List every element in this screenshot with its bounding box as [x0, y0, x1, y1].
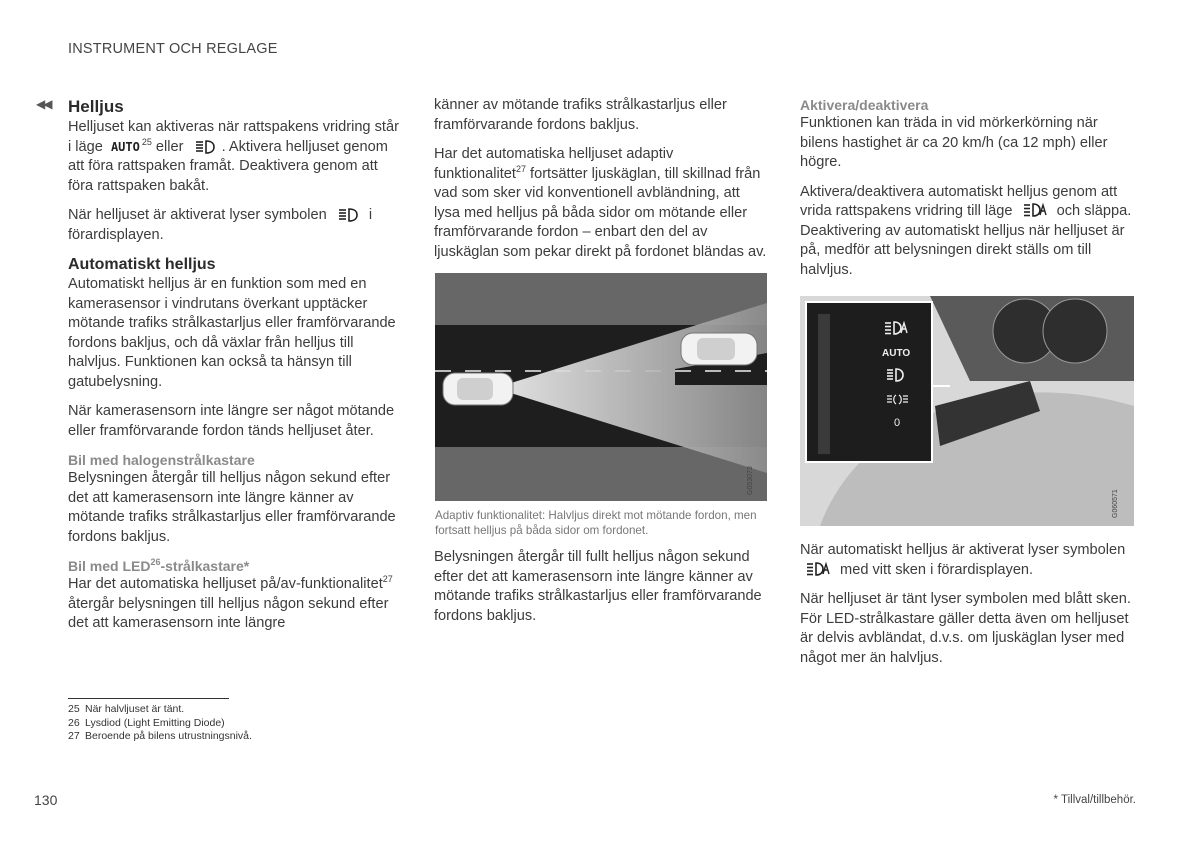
- heading-automatiskt-helljus: Automatiskt helljus: [68, 256, 216, 273]
- footnote-divider: [68, 698, 229, 699]
- footnote-ref-26: 26: [150, 557, 161, 567]
- light-stalk-illustration: [800, 296, 1134, 526]
- paragraph-auto-helljus: Automatiskt helljus är en funktion som med en kamerasensor i vindrutans överkant upptäcker mötande trafiks strålkastarljus eller framförvarande fordons bakljus, och då växlar från helljus till halvljus. Funktionen kan också ta hänsyn till gatubelysning.: [68, 276, 396, 390]
- footnote-ref-25: 25: [141, 136, 152, 147]
- paragraph-adaptive: Har det automatiska helljuset adaptiv funktionalitet$^{27}$ fortsätter ljuskäglan, till skillnad från vad som sker vid konventionell avbländning, att lysa med helljus på båda sidor om mötande eller framförvarande fordon – enbart den del av ljuskäglan som pekar direkt på fordonet bländas av.: [434, 146, 767, 260]
- dashboard-graphic: [800, 296, 1134, 526]
- figure-id: G060571: [1112, 489, 1119, 518]
- footnote-item: 27 Beroende på bilens utrustningsnivå.: [68, 730, 252, 742]
- paragraph-helljus-symbol: När helljuset är aktiverat lyser symbolen i förardisplayen.: [68, 207, 373, 243]
- road-scene-graphic: [435, 273, 767, 501]
- heading-activate: Aktivera/deaktivera: [800, 97, 929, 113]
- car-oncoming-icon: [681, 333, 757, 365]
- column-middle: [434, 96, 769, 272]
- auto-high-beam-icon: [806, 561, 830, 577]
- paragraph-auto-helljus-return: När kamerasensorn inte längre ser något mötande eller framförvarande fordon tänds helljuset åter.: [68, 403, 395, 439]
- heading-led: Bil med LED$^{26}$-strålkastare*: [68, 557, 250, 574]
- paragraph-symbol-blue: När helljuset är tänt lyser symbolen med blått sken. För LED-strålkastare gäller detta även om helljuset är delvis avbländat, d.v.s. om ljuskäglan lyser med något mer än halvljus.: [800, 591, 1131, 666]
- paragraph-helljus-intro: Helljuset kan aktiveras när rattspakens vridring står i läge AUTO $^{25}$ eller . Aktivera helljuset genom att föra rattspaken framåt. Deaktivera genom att föra rattspaken bakåt.: [68, 119, 399, 194]
- footnotes: [68, 703, 252, 744]
- column-right: [800, 96, 1135, 290]
- footnote-ref-27: 27: [382, 574, 393, 584]
- stalk-auto-label: AUTO: [882, 348, 911, 359]
- paragraph-full-beam-return: Belysningen återgår till fullt helljus någon sekund efter det att kamerasensorn inte längre känner av mötande trafiks strålkastarljus eller framförvarande fordons bakljus.: [434, 549, 762, 624]
- adaptive-beam-illustration: [435, 273, 767, 501]
- heading-halogen: Bil med halogenstrålkastare: [68, 452, 255, 468]
- paragraph-led: Har det automatiska helljuset på/av-funktionalitet$^{27}$ återgår belysningen till helljus någon sekund efter det att kamerasensorn inte längre: [68, 574, 393, 631]
- section-header: INSTRUMENT OCH REGLAGE: [68, 41, 278, 57]
- footnote-ref-27: 27: [515, 163, 526, 174]
- high-beam-icon: [194, 140, 216, 154]
- high-beam-icon: [337, 208, 359, 222]
- auto-high-beam-icon: [1023, 202, 1047, 218]
- option-note: * Tillval/tillbehör.: [1053, 794, 1136, 806]
- column-left: [68, 96, 403, 644]
- heading-helljus: Helljus: [68, 97, 124, 116]
- column-middle-lower: [434, 548, 769, 636]
- car-ego-icon: [443, 373, 513, 405]
- column-right-lower: [800, 541, 1135, 678]
- paragraph-activate-stalk: Aktivera/deaktivera automatiskt helljus genom att vrida rattspakens vridring till läge och släppa. Deaktivering av automatiskt helljus när helljuset är på, medför att belysningen direkt ställs om till halvljus.: [800, 183, 1132, 278]
- stalk-zero-label: 0: [894, 417, 901, 429]
- paragraph-continued: känner av mötande trafiks strålkastarljus eller framförvarande fordons bakljus.: [434, 97, 727, 133]
- footnote-item: 25 När halvljuset är tänt.: [68, 703, 185, 715]
- figure-id: G053073: [747, 466, 754, 495]
- paragraph-halogen: Belysningen återgår till helljus någon sekund efter det att kamerasensorn inte längre känner av mötande trafiks strålkastarljus eller framförvarande fordons bakljus.: [68, 470, 396, 545]
- auto-symbol: AUTO: [110, 139, 140, 154]
- back-arrows-icon[interactable]: ◀◀: [36, 97, 51, 111]
- figure-caption: Adaptiv funktionalitet: Halvljus direkt mot mötande fordon, men fortsatt helljus på båda sidor om fordonet.: [435, 509, 757, 537]
- paragraph-auto-symbol-white: När automatiskt helljus är aktiverat lyser symbolen med vitt sken i förardisplayen.: [800, 542, 1126, 578]
- page-number: 130: [34, 792, 58, 808]
- paragraph-activate-speed: Funktionen kan träda in vid mörkerkörning när bilens hastighet är ca 20 km/h (ca 12 mph) eller högre.: [800, 115, 1108, 170]
- footnote-item: 26 Lysdiod (Light Emitting Diode): [68, 716, 225, 729]
